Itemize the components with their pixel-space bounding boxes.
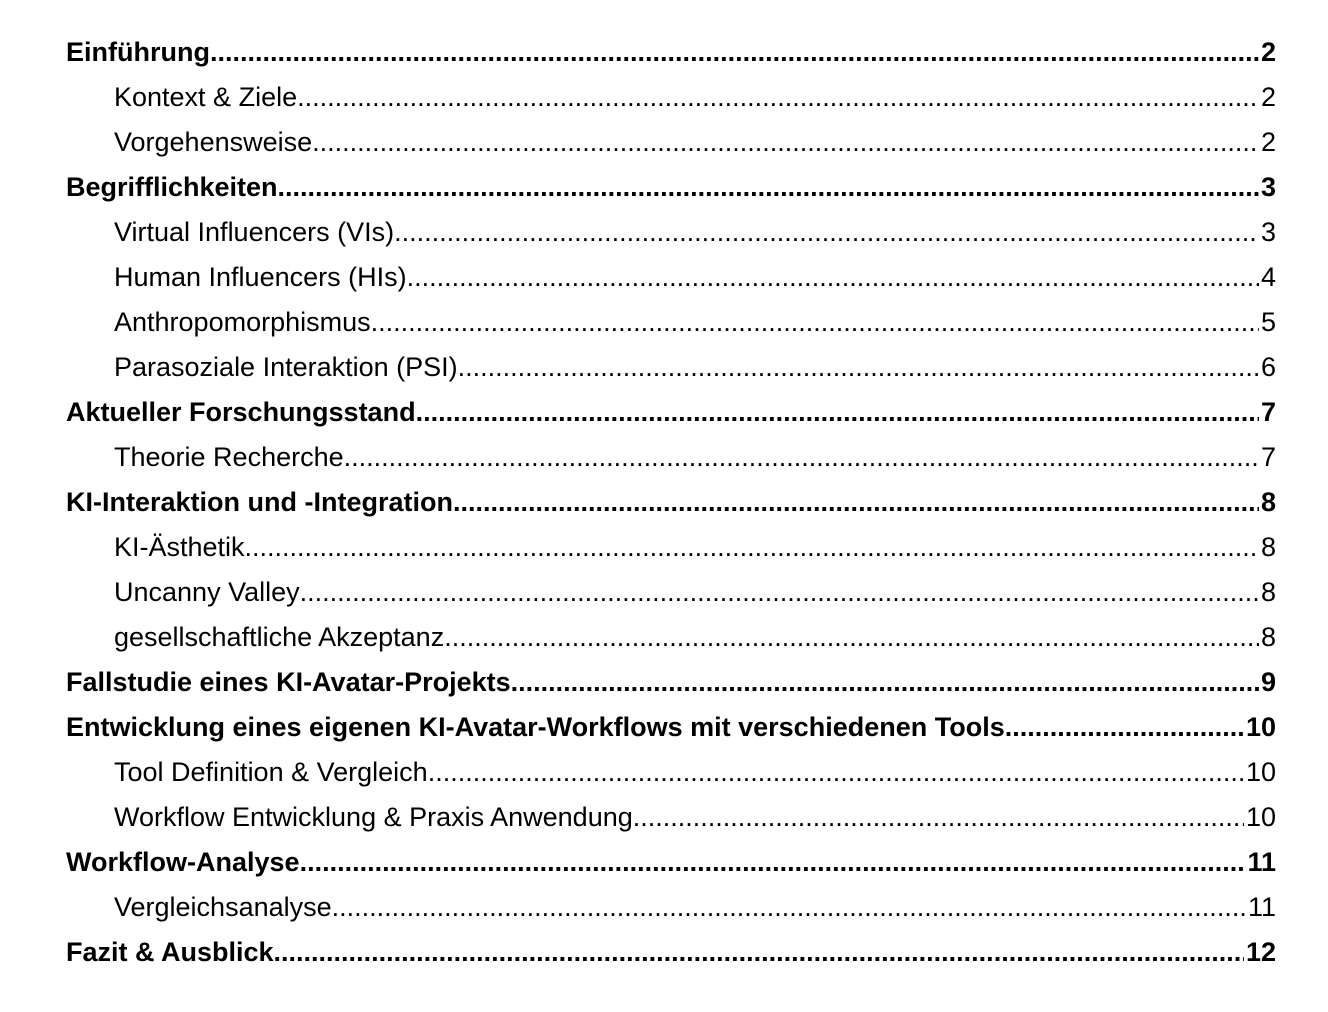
toc-entry-title: Tool Definition & Vergleich [114,757,428,787]
toc-entry-title: Fallstudie eines KI-Avatar-Projekts [66,667,511,697]
toc-dot-leader [444,615,1259,660]
toc-entry[interactable] [66,435,1276,480]
toc-dot-leader [210,30,1259,75]
toc-dot-leader [312,120,1259,165]
toc-entry-title: KI-Ästhetik [114,532,245,562]
toc-dot-leader [344,435,1259,480]
toc-entry-page: 10 [1245,802,1276,832]
toc-dot-leader [274,930,1244,975]
toc-entry-title: Fazit & Ausblick [66,937,274,967]
toc-entry[interactable] [66,705,1276,750]
toc-entry-title: Vergleichsanalyse [114,892,332,922]
toc-entry[interactable] [66,840,1276,885]
toc-entry-page: 5 [1260,307,1276,337]
toc-entry-title: KI-Interaktion und -Integration [66,487,453,517]
toc-dot-leader [245,525,1259,570]
toc-dot-leader [1005,705,1244,750]
toc-dot-leader [332,885,1246,930]
toc-entry-title: Workflow-Analyse [66,847,300,877]
toc-entry-page: 4 [1260,262,1276,292]
toc-entry[interactable] [66,255,1276,300]
toc-entry-title: Aktueller Forschungsstand [66,397,416,427]
toc-dot-leader [428,750,1244,795]
toc-entry-page: 8 [1260,487,1276,517]
toc-entry-title: Kontext & Ziele [114,82,298,112]
toc-entry-page: 10 [1245,757,1276,787]
toc-entry[interactable] [66,795,1276,840]
toc-entry[interactable] [66,660,1276,705]
toc-entry[interactable] [66,390,1276,435]
toc-dot-leader [633,795,1244,840]
toc-entry-page: 3 [1260,172,1276,202]
toc-entry-page: 2 [1260,82,1276,112]
toc-entry-title: Theorie Recherche [114,442,344,472]
toc-entry-title: Vorgehensweise [114,127,313,157]
toc-entry-page: 12 [1245,937,1276,967]
toc-entry[interactable] [66,120,1276,165]
toc-entry[interactable] [66,75,1276,120]
toc-dot-leader [511,660,1259,705]
toc-entry[interactable] [66,885,1276,930]
toc-entry[interactable] [66,750,1276,795]
toc-entry-page: 3 [1260,217,1276,247]
toc-entry-title: Entwicklung eines eigenen KI-Avatar-Workflows mit verschiedenen Tools [66,712,1005,742]
toc-entry-page: 10 [1245,712,1276,742]
toc-dot-leader [300,840,1246,885]
toc-entry-title: Begrifflichkeiten [66,172,278,202]
toc-entry-title: Einführung [66,37,210,67]
toc-entry[interactable] [66,615,1276,660]
toc-entry-title: Workflow Entwicklung & Praxis Anwendung [114,802,633,832]
toc-entry-page: 7 [1260,442,1276,472]
toc-entry-page: 8 [1260,532,1276,562]
toc-entry-title: Human Influencers (HIs) [114,262,407,292]
toc-entry[interactable] [66,525,1276,570]
toc-entry-page: 2 [1260,37,1276,67]
toc-dot-leader [394,210,1259,255]
toc-entry-page: 9 [1260,667,1276,697]
toc-entry-page: 8 [1260,577,1276,607]
toc-entry-page: 7 [1260,397,1276,427]
toc-entry-title: gesellschaftliche Akzeptanz [114,622,445,652]
toc-entry[interactable] [66,165,1276,210]
toc-entry[interactable] [66,210,1276,255]
toc-entry-page: 6 [1260,352,1276,382]
toc-dot-leader [300,570,1259,615]
toc-dot-leader [416,390,1259,435]
table-of-contents [66,30,1276,975]
toc-entry[interactable] [66,345,1276,390]
toc-entry-title: Anthropomorphismus [114,307,371,337]
toc-dot-leader [453,480,1259,525]
toc-entry-title: Virtual Influencers (VIs) [114,217,395,247]
toc-entry[interactable] [66,570,1276,615]
toc-entry-page: 2 [1260,127,1276,157]
toc-entry[interactable] [66,30,1276,75]
toc-entry-title: Uncanny Valley [114,577,300,607]
toc-dot-leader [278,165,1259,210]
toc-entry-title: Parasoziale Interaktion (PSI) [114,352,458,382]
toc-entry-page: 8 [1260,622,1276,652]
toc-dot-leader [371,300,1259,345]
toc-entry[interactable] [66,300,1276,345]
toc-dot-leader [297,75,1259,120]
toc-entry[interactable] [66,930,1276,975]
toc-dot-leader [458,345,1259,390]
toc-dot-leader [407,255,1259,300]
toc-entry-page: 11 [1247,892,1276,922]
toc-entry[interactable] [66,480,1276,525]
toc-entry-page: 11 [1247,847,1276,877]
